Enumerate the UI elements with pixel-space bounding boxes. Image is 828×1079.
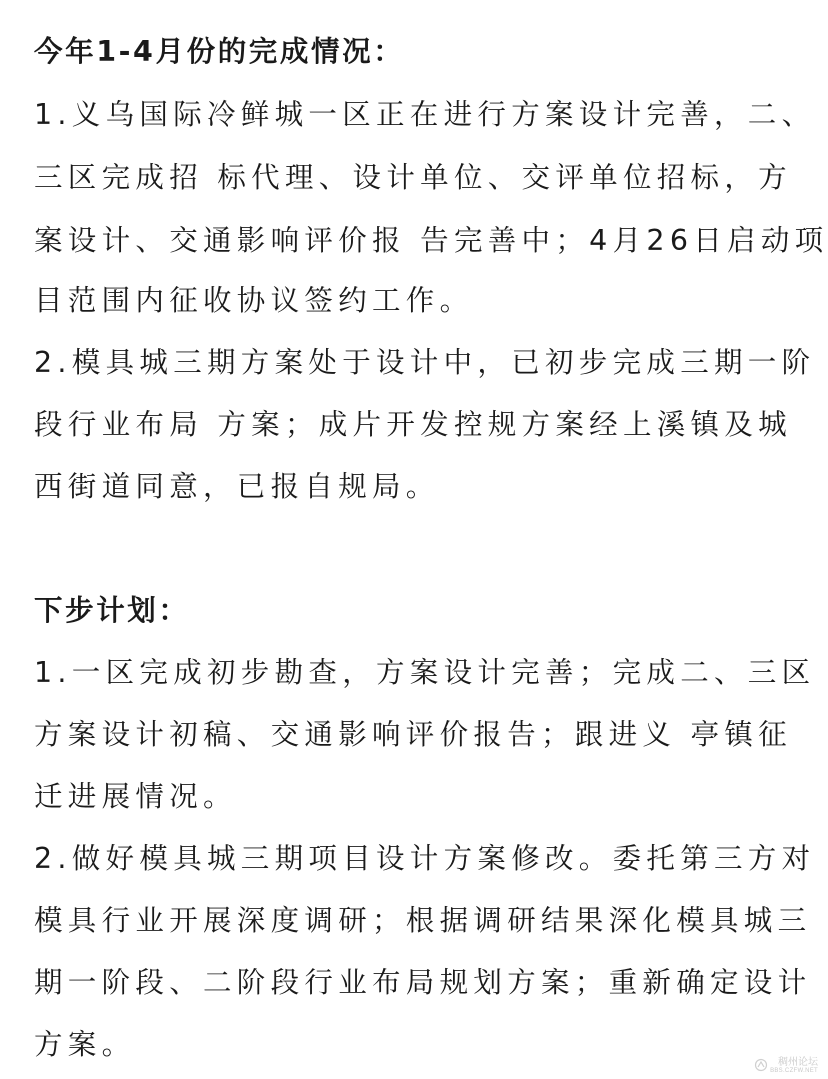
forum-watermark <box>770 1057 818 1075</box>
section-heading-next-steps: 下步计划： <box>34 594 190 627</box>
text-line: 2.做好模具城三期项目设计方案修改。委托第三方对 <box>34 842 816 875</box>
forum-logo-icon <box>754 1058 768 1072</box>
watermark-name: 稠州论坛 <box>778 1057 818 1068</box>
section-heading-progress: 今年1-4月份的完成情况： <box>34 35 405 68</box>
text-line: 期一阶段、二阶段行业布局规划方案；重新确定设计 <box>34 966 812 999</box>
text-line: 1.一区完成初步勘查，方案设计完善；完成二、三区 <box>34 656 816 689</box>
text-line: 1.义乌国际冷鲜城一区正在进行方案设计完善，二、 <box>34 98 816 131</box>
text-line: 方案设计初稿、交通影响评价报告；跟进义 亭镇征 <box>34 718 792 751</box>
watermark-url: BBS.CZFW.NET <box>770 1068 818 1074</box>
text-line: 西街道同意，已报自规局。 <box>34 470 440 503</box>
text-line: 段行业布局 方案；成片开发控规方案经上溪镇及城 <box>34 408 792 441</box>
text-line: 2.模具城三期方案处于设计中，已初步完成三期一阶 <box>34 346 816 379</box>
text-line: 案设计、交通影响评价报 告完善中；4月26日启动项 <box>34 224 828 257</box>
text-line: 目范围内征收协议签约工作。 <box>34 284 474 317</box>
text-line: 三区完成招 标代理、设计单位、交评单位招标，方 <box>34 161 792 194</box>
text-line: 模具行业开展深度调研；根据调研结果深化模具城三 <box>34 904 812 937</box>
text-line: 迁进展情况。 <box>34 780 237 813</box>
text-line: 方案。 <box>34 1028 136 1061</box>
